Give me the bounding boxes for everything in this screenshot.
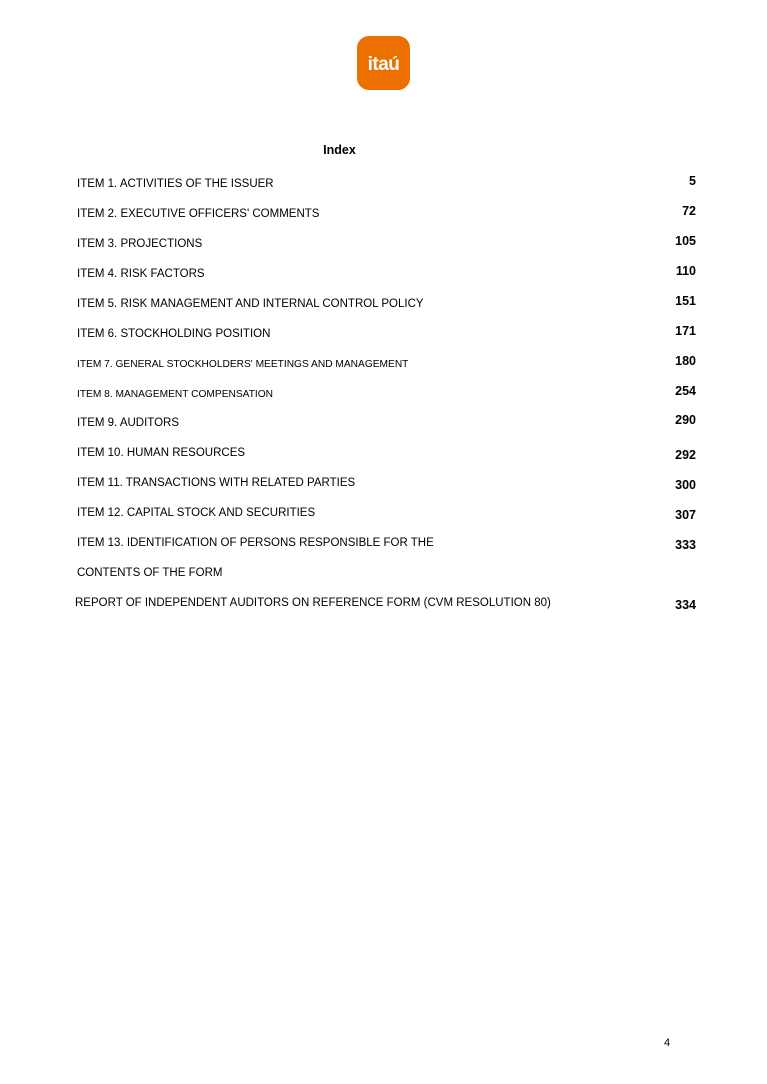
toc-item-label: ITEM 4. RISK FACTORS — [77, 268, 205, 280]
toc-item-13-continued — [0, 563, 767, 583]
toc-item-page: 180 — [675, 354, 696, 368]
toc-item-label: ITEM 5. RISK MANAGEMENT AND INTERNAL CONTROL POLICY — [77, 298, 424, 310]
toc-item-page: 171 — [675, 324, 696, 338]
toc-item-label: ITEM 1. ACTIVITIES OF THE ISSUER — [77, 178, 274, 190]
toc-item-label: ITEM 6. STOCKHOLDING POSITION — [77, 328, 271, 340]
logo-text: itaú — [367, 53, 400, 75]
toc-item-2[interactable] — [0, 204, 767, 224]
page-number: 4 — [664, 1037, 671, 1049]
toc-item-page: 334 — [675, 598, 696, 612]
toc-item-13[interactable] — [0, 533, 767, 553]
index-title: Index — [323, 143, 356, 157]
toc-item-page: 307 — [675, 508, 696, 522]
toc-item-1[interactable] — [0, 174, 767, 194]
toc-item-label: REPORT OF INDEPENDENT AUDITORS ON REFERENCE FORM (CVM RESOLUTION 80) — [75, 597, 551, 609]
toc-item-page: 333 — [675, 538, 696, 552]
toc-item-8[interactable] — [0, 384, 767, 404]
toc-item-5[interactable] — [0, 294, 767, 314]
toc-item-label: ITEM 9. AUDITORS — [77, 417, 180, 429]
toc-item-label: ITEM 10. HUMAN RESOURCES — [77, 447, 246, 459]
toc-item-12[interactable] — [0, 503, 767, 523]
toc-item-7[interactable] — [0, 354, 767, 374]
toc-item-label: ITEM 7. GENERAL STOCKHOLDERS' MEETINGS AND MANAGEMENT — [77, 359, 409, 370]
toc-item-3[interactable] — [0, 234, 767, 254]
toc-item-page: 105 — [675, 234, 696, 248]
toc-item-page: 72 — [682, 204, 696, 218]
toc-item-page: 254 — [675, 384, 696, 398]
toc-item-auditors-report[interactable] — [0, 593, 767, 613]
itau-logo — [357, 36, 410, 90]
toc-item-page: 300 — [675, 478, 696, 492]
toc-item-label: CONTENTS OF THE FORM — [77, 567, 223, 579]
toc-item-10[interactable] — [0, 443, 767, 463]
toc-item-page: 110 — [675, 264, 696, 278]
toc-item-page: 292 — [675, 448, 696, 462]
toc-item-page: 5 — [689, 174, 696, 188]
toc-item-label: ITEM 3. PROJECTIONS — [77, 238, 203, 250]
toc-item-9[interactable] — [0, 413, 767, 433]
toc-item-label: ITEM 8. MANAGEMENT COMPENSATION — [77, 389, 274, 400]
toc-item-label: ITEM 12. CAPITAL STOCK AND SECURITIES — [77, 507, 316, 519]
toc-item-label: ITEM 2. EXECUTIVE OFFICERS' COMMENTS — [77, 208, 320, 220]
toc-item-page: 151 — [675, 294, 696, 308]
toc-item-11[interactable] — [0, 473, 767, 493]
toc-item-label: ITEM 11. TRANSACTIONS WITH RELATED PARTIES — [77, 477, 356, 489]
toc-item-page: 290 — [675, 413, 696, 427]
toc-item-6[interactable] — [0, 324, 767, 344]
toc-item-label: ITEM 13. IDENTIFICATION OF PERSONS RESPONSIBLE FOR THE — [77, 537, 434, 549]
toc-item-4[interactable] — [0, 264, 767, 284]
